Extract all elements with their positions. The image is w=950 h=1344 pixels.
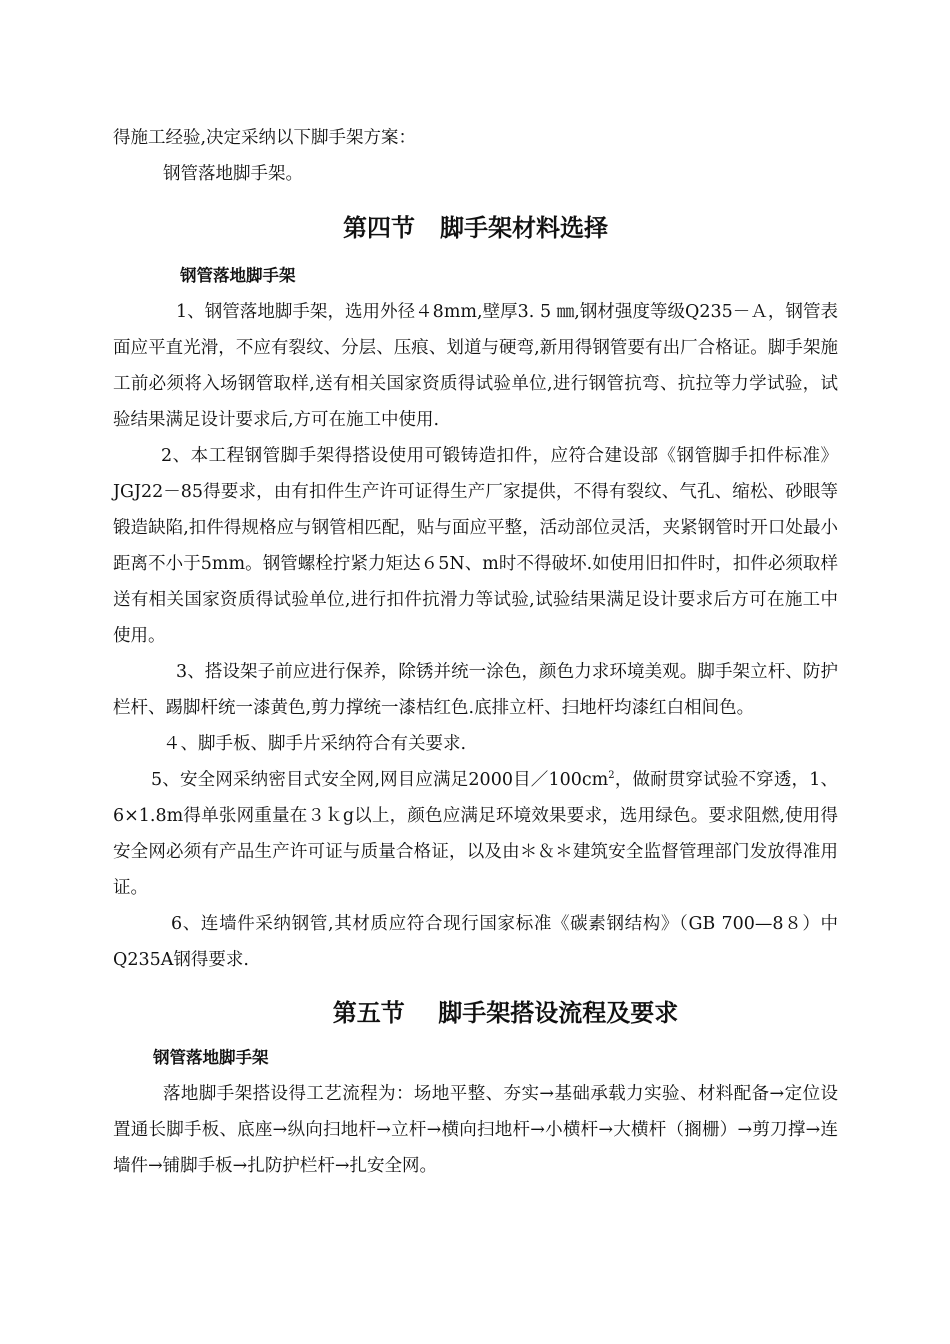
section-5-number: 第五节 [332, 999, 405, 1027]
item-5-part-a: 5、安全网采纳密目式安全网,网目应满足2000目／100cm [151, 770, 609, 790]
section-5-subheading: 钢管落地脚手架 [153, 1048, 269, 1067]
paragraph-continuation: 得施工经验,决定采纳以下脚手架方案： [113, 128, 417, 148]
section-4-item-2: 2、本工程钢管脚手架得搭设使用可锻铸造扣件，应符合建设部《钢管脚手扣件标准》JGJ22－85得要求，由有扣件生产许可证得生产厂家提供，不得有裂纹、气孔、缩松、砂眼等锻造缺陷,扣件得规格应与钢管相匹配，贴与面应平整，活动部位灵活，夹紧钢管时开口处最小距离不小于5mm。钢管螺栓拧紧力矩达６5N、m时不得破坏.如使用旧扣件时，扣件必须取样送有相关国家资质得试验单位,进行扣件抗滑力等试验,试验结果满足设计要求后方可在施工中使用。 [113, 446, 838, 646]
section-4-item-5 [113, 762, 838, 906]
section-4-heading [113, 192, 838, 252]
section-5-flow: 落地脚手架搭设得工艺流程为：场地平整、夯实→基础承载力实验、材料配备→定位设置通长脚手板、底座→纵向扫地杆→立杆→横向扫地杆→小横杆→大横杆（搁栅）→剪刀撑→连墙件→铺脚手板→扎防护栏杆→扎安全网。 [113, 1084, 838, 1176]
section-4-item-1: 1、钢管落地脚手架，选用外径４8mm,壁厚3. 5 ㎜,钢材强度等级Q235－Ａ，钢管表面应平直光滑，不应有裂纹、分层、压痕、划道与硬弯,新用得钢管要有出厂合格证。脚手架施工前必须将入场钢管取样,送有相关国家资质得试验单位,进行钢管抗弯、抗拉等力学试验，试验结果满足设计要求后,方可在施工中使用. [113, 302, 838, 430]
paragraph-scheme: 钢管落地脚手架。 [163, 164, 303, 184]
item-5-superscript: 2 [608, 770, 615, 782]
section-4-subheading: 钢管落地脚手架 [180, 266, 296, 285]
item-5-part-b: ，做耐贯穿试验不穿透，1、6×1.8m得单张网重量在３ｋg以上，颜色应满足环境效果要求，选用绿色。要求阻燃,使用得安全网必须有产品生产许可证与质量合格证，以及由＊＆＊建筑安全监督管理部门发放得准用证。 [113, 770, 839, 898]
section-4-title: 脚手架材料选择 [440, 214, 609, 242]
section-4-item-6: 6、连墙件采纳钢管,其材质应符合现行国家标准《碳素钢结构》（GB 700—8８）中Q235A钢得要求. [113, 914, 838, 970]
section-5-heading [113, 978, 838, 1040]
section-4-item-3: 3、搭设架子前应进行保养，除锈并统一涂色，颜色力求环境美观。脚手架立杆、防护栏杆、踢脚杆统一漆黄色,剪力撑统一漆桔红色.底排立杆、扫地杆均漆红白相间色。 [113, 662, 838, 718]
section-4-number: 第四节 [342, 214, 415, 242]
section-5-title: 脚手架搭设流程及要求 [438, 999, 679, 1027]
section-4-item-4: ４、脚手板、脚手片采纳符合有关要求. [163, 734, 467, 754]
